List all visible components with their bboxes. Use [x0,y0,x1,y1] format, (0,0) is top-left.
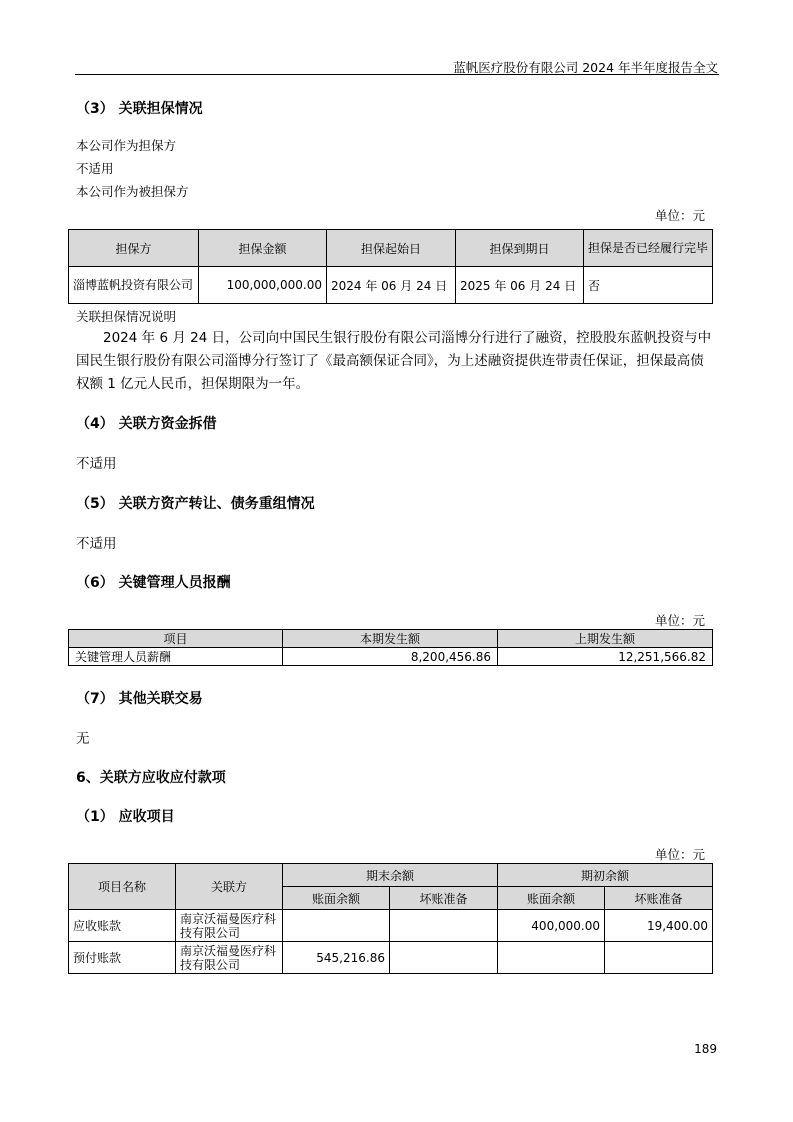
guarantor-label: 本公司作为担保方 [76,138,177,153]
unit-label: 单位：元 [654,613,705,628]
column-header: 账面余额 [498,887,605,910]
section-heading-fund-borrowing: （4） 关联方资金拆借 [76,416,217,432]
table-cell: 19,400.00 [605,910,713,942]
other-transactions-value: 无 [76,731,90,747]
column-header: 关联方 [176,864,283,910]
section-heading-key-management-pay: （6） 关键管理人员报酬 [76,575,231,591]
column-header: 担保金额 [199,230,327,267]
column-header: 担保起始日 [327,230,456,267]
receivables-table [68,863,713,974]
column-header: 账面余额 [283,887,390,910]
part-heading-receivables-payables: 6、关联方应收应付款项 [76,770,226,786]
column-header: 项目 [69,630,283,648]
guarantor-value: 不适用 [76,161,114,176]
table-cell [283,910,390,942]
guarantee-table [68,229,713,304]
table-cell [498,942,605,974]
table-cell: 淄博蓝帆投资有限公司 [69,267,199,304]
table-cell [390,910,498,942]
table-row [69,648,713,666]
table-cell: 南京沃福曼医疗科技有限公司 [176,910,283,942]
section-heading-receivables: （1） 应收项目 [76,809,175,825]
fund-borrowing-value: 不适用 [76,456,117,472]
table-cell: 南京沃福曼医疗科技有限公司 [176,942,283,974]
header-divider [75,74,719,75]
table-header-row [69,864,713,887]
column-header: 本期发生额 [283,630,498,648]
table-cell: 545,216.86 [283,942,390,974]
table-row [69,910,713,942]
section-heading-other-transactions: （7） 其他关联交易 [76,691,203,707]
table-cell: 400,000.00 [498,910,605,942]
table-cell: 预付账款 [69,942,176,974]
page-number: 189 [694,1042,717,1056]
table-cell: 2025 年 06 月 24 日 [456,267,584,304]
section-heading-related-guarantee: （3） 关联担保情况 [76,101,203,117]
table-row [69,942,713,974]
guarantee-note-body: 2024 年 6 月 24 日，公司向中国民生银行股份有限公司淄博分行进行了融资，控股股东蓝帆投资与中国民生银行股份有限公司淄博分行签订了《最高额保证合同》，为上述融资提供连带责任保证，担保最高债权额 1 亿元人民币，担保期限为一年。 [76,330,712,392]
column-header: 坏账准备 [390,887,498,910]
table-cell [390,942,498,974]
section-heading-asset-transfer: （5） 关联方资产转让、债务重组情况 [76,496,315,512]
column-header: 项目名称 [69,864,176,910]
column-header: 担保是否已经履行完毕 [584,230,713,267]
table-cell: 关键管理人员薪酬 [69,648,283,666]
table-header-row [69,630,713,648]
guaranteed-label: 本公司作为被担保方 [76,184,189,199]
column-header: 担保到期日 [456,230,584,267]
column-header: 上期发生额 [498,630,713,648]
table-row [69,267,713,304]
unit-label: 单位：元 [654,208,705,223]
table-cell: 否 [584,267,713,304]
table-cell: 2024 年 06 月 24 日 [327,267,456,304]
table-cell: 100,000,000.00 [199,267,327,304]
table-cell: 12,251,566.82 [498,648,713,666]
asset-transfer-value: 不适用 [76,536,117,552]
unit-label: 单位：元 [654,847,705,862]
table-header-row [69,230,713,267]
table-cell: 8,200,456.86 [283,648,498,666]
column-header: 期末余额 [283,864,498,887]
column-header: 担保方 [69,230,199,267]
table-cell [605,942,713,974]
guarantee-note-title: 关联担保情况说明 [76,309,177,324]
column-header: 坏账准备 [605,887,713,910]
key-management-pay-table [68,629,713,666]
report-header-title: 蓝帆医疗股份有限公司 2024 年半年度报告全文 [453,60,718,75]
column-header: 期初余额 [498,864,713,887]
table-cell: 应收账款 [69,910,176,942]
